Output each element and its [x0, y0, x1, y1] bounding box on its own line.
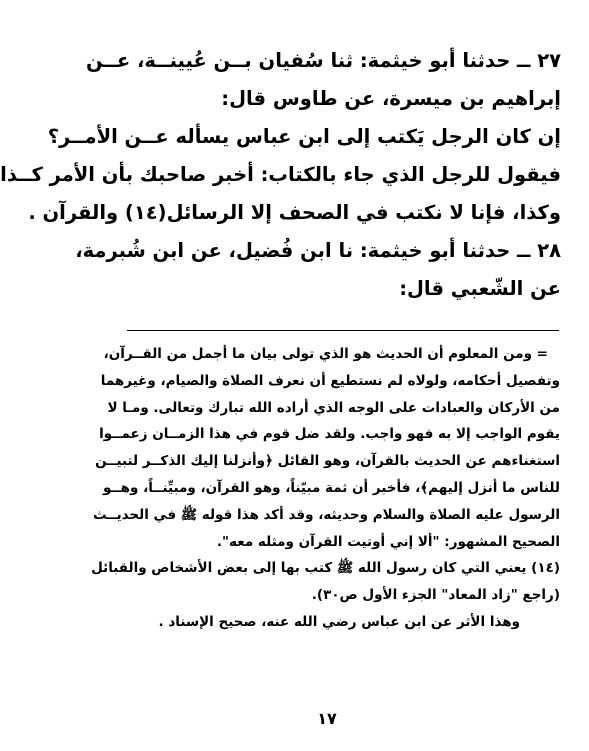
- page-number: ١٧: [317, 709, 337, 728]
- footnote-line: للناس ما أنزل إليهم﴾، فأخبر أن ثمة مبيّناً، وهو القرآن، ومبيِّنــاً، وهــو: [102, 479, 560, 496]
- footnote-line: الرسول عليه الصلاة والسلام وحديثه، وقد أكد هذا قوله ﷺ في الحديــث: [93, 506, 560, 523]
- text-line: ٢٨ ــ حدثنا أبو خيثمة: نا ابن فُضيل، عن ابن شُبرمة،: [75, 239, 561, 262]
- footnote-line: (١٤) يعني التي كان رسول الله ﷺ كتب بها إلى بعض الأشخاص والقبائل: [91, 560, 560, 577]
- footnote-line: = ومن المعلوم أن الحديث هو الذي تولى بيان ما أجمل من القــرآن،: [103, 346, 548, 362]
- text-line: إبراهيم بن ميسرة، عن طاوس قال:: [221, 87, 561, 110]
- text-line: وكذا، فإنا لا نكتب في الصحف إلا الرسائل(١٤) والقرآن .: [28, 201, 561, 224]
- footnote-line: وهذا الأثر عن ابن عباس رضي الله عنه، صحيح الإسناد .: [158, 613, 520, 630]
- footnote-line: استغناءهم عن الحديث بالقرآن، وهو القائل ﴿وأنزلنا إليك الذكــر لتبيــن: [95, 453, 560, 470]
- text-line: ٢٧ ــ حدثنا أبو خيثمة: ثنا سُفيان بــن عُيينــة، عــن: [86, 49, 561, 72]
- footnote-divider: [127, 330, 559, 331]
- footnote-line: الصحيح المشهور: "ألا إني أوتيت القرآن ومثله معه".: [216, 533, 560, 550]
- footnote-line: من الأركان والعبادات على الوجه الذي أراده الله تبارك وتعالى. ومـا لا: [107, 399, 560, 416]
- footnote-line: (راجع "زاد المعاد" الجزء الأول ص٣٠).: [311, 587, 560, 604]
- text-line: عن الشّعبي قال:: [399, 277, 561, 300]
- main-text: [0, 42, 561, 308]
- text-line: إن كان الرجل يَكتب إلى ابن عباس يسأله عــن الأمــر؟: [47, 125, 561, 148]
- footnote-line: وتفصيل أحكامه، ولولاه لم نستطيع أن نعرف الصلاة والصيام، وغيرهما: [100, 372, 560, 389]
- footnotes: [91, 341, 560, 636]
- text-line: فيقول للرجل الذي جاء بالكتاب: أخبر صاحبك بأن الأمر كــذا: [0, 163, 561, 186]
- footnote-line: يقوم الواجب إلا به فهو واجب. ولقد ضل قوم في هذا الزمــان زعمــوا: [99, 426, 560, 443]
